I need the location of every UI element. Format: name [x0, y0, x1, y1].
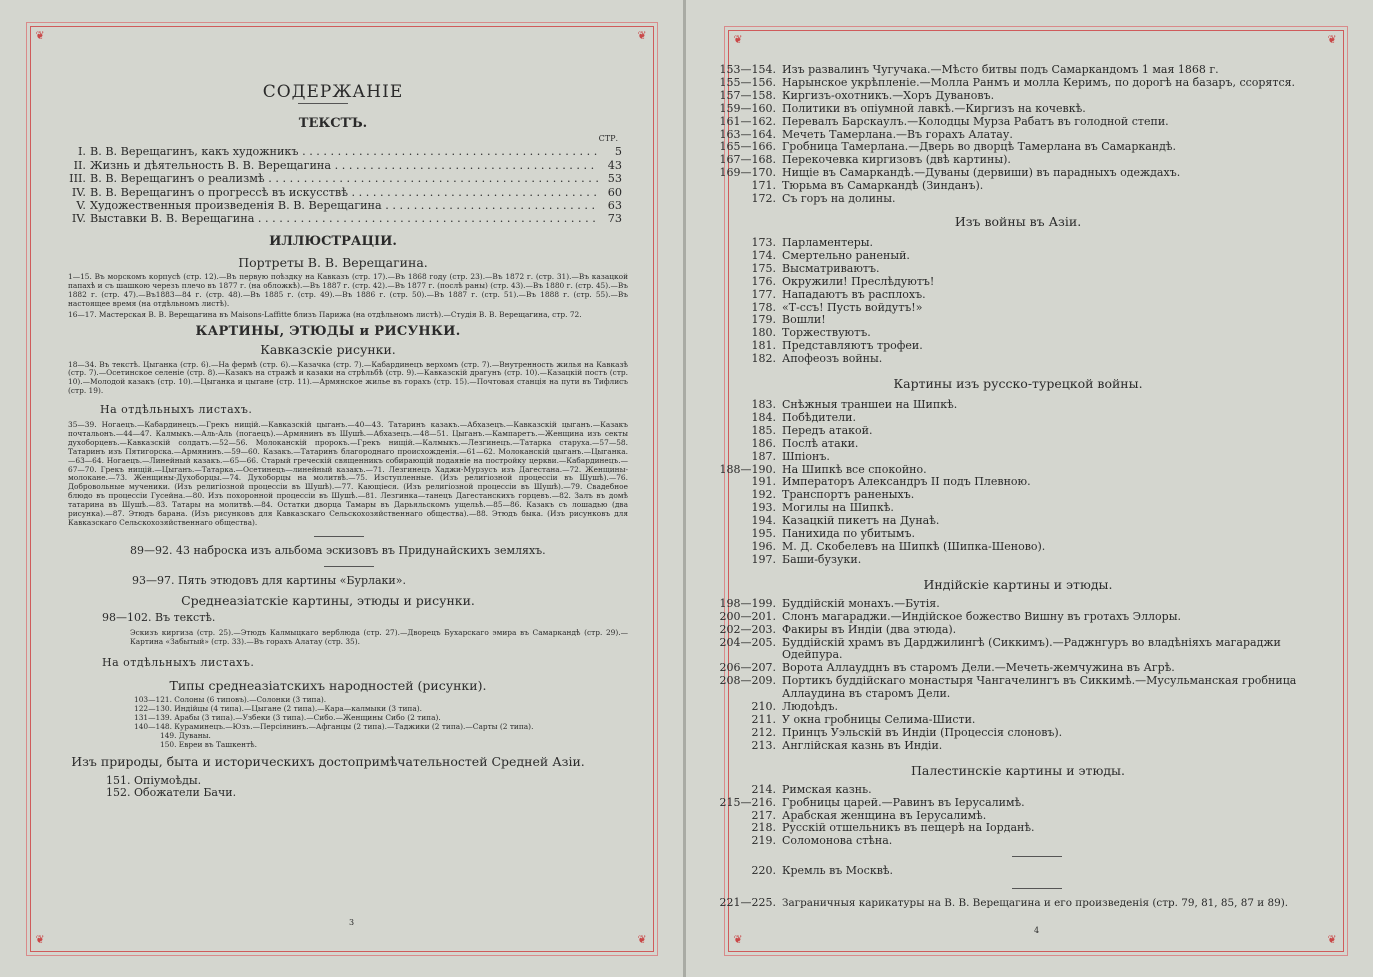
types-row: 103—121. Солоны (6 типовъ).—Солонки (3 типа). — [134, 695, 327, 705]
list-item: 195. Панихида по убитымъ. — [751, 527, 915, 541]
list-item: 180. Торжествуютъ. — [751, 326, 871, 340]
list-item: 217. Арабская женщина въ Іерусалимѣ. — [751, 808, 987, 822]
left-page — [0, 0, 683, 977]
list-item: 167—168. Перекочевка киргизовъ (двѣ картины). — [719, 153, 1011, 167]
corner-ornament-icon: ❦ — [35, 29, 45, 42]
portraits-heading: Портреты В. В. Верещагина. — [238, 254, 428, 270]
list-item: 197. Баши-бузуки. — [751, 552, 862, 566]
list-item: 200—201. Слонъ магараджи.—Индійское божество Вишну въ гротахъ Эллоры. — [719, 609, 1181, 623]
list-item: 187. Шпіонъ. — [751, 449, 830, 463]
burlaki-line: 93—97. Пять этюдовъ для картины «Бурлаки». — [132, 573, 406, 587]
toc-row: IV. Выставки В. В. Верещагина . . . 73 — [68, 212, 622, 225]
types-row: 149. Дуваны. — [160, 731, 211, 741]
list-item: 183. Снѣжныя траншеи на Шипкѣ. — [751, 398, 958, 412]
contents-title: СОДЕРЖАНІЕ — [262, 82, 404, 102]
nature-heading: Изъ природы, быта и историческихъ достопримѣчательностей Средней Азіи. — [71, 753, 585, 769]
list-item: 157—158. Киргизъ-охотникъ.—Хоръ Дувановъ. — [719, 88, 995, 102]
portraits-text: 1—15. Въ морскомъ корпусѣ (стр. 12).—Въ первую поѣздку на Кавказъ (стр. 17).—Въ 1868 году (стр. 23).—Въ 1872 г. (стр. 31).—Въ казацкой папахѣ и съ шашкою черезъ плечо въ 1877 г. (на обложкѣ).—Въ 1887 г. (стр. 42).—Въ 1877 г. (послѣ раны) (стр. 43).—Въ 1880 г. (стр. 45).—Въ 1882 г. (стр. 47).—Въ1883—84 г. (стр. 48).—Въ 1885 г. (стр. 49).—Въ 1886 г. (стр. 50).—Въ 1887 г. (стр. 51).—Въ 1888 г. (стр. 55).—Въ настоящее время (на отдѣльномъ листѣ). — [68, 272, 628, 309]
divider — [314, 536, 364, 537]
list-item: 181. Представляютъ трофеи. — [751, 339, 923, 353]
list-item: 165—166. Гробница Тамерлана.—Дверь во дворцѣ Тамерлана въ Самаркандѣ. — [719, 140, 1177, 154]
text-heading: ТЕКСТЪ. — [298, 115, 368, 131]
corner-ornament-icon: ❦ — [1327, 933, 1337, 946]
types-row: 150. Евреи въ Ташкентѣ. — [160, 739, 257, 749]
list-item: 221—225. Заграничныя карикатуры на В. В. Верещагина и его произведенія (стр. 79, 81, 85, 87 и 89). — [719, 896, 1289, 910]
list-item: 206—207. Ворота Аллаудднъ въ старомъ Дели.—Мечеть-жемчужина въ Агрѣ. — [719, 661, 1175, 675]
toc-row: V. Художественныя произведенія В. В. Верещагина . . . 63 — [68, 199, 622, 212]
separate-sheets-text: 35—39. Ногаецъ.—Кабардинецъ.—Грекъ нищій.—Кавказскій цыганъ.—40—43. Татаринъ казакъ.—Абхазецъ.—Кавказскій цыганъ.—Казакъ почтальонъ.—44—47. Калмыкъ.—Аль-Аль (погаецъ).—Армянинъ въ Шушѣ.—Абхазецъ.—48—51. Цыганъ.—Кампаретъ.—Женщина изъ секты духоборцевъ.—Кавказскій солдатъ.—52—56. Молоканскій пророкъ.—Грекъ нищій.—Калмыкъ.—Лезгинецъ.—Татарка старуха.—57—58. Татаринъ изъ Пятигорска.—Армянинъ.—59—60. Казакъ.—Татаринъ благороднаго происхожденія.—61—62. Молоканскій цыганъ.—Цыганка.—63—64. Ногаецъ.—Линейный казакъ.—65—66. Старый греческій священникъ собирающій подаяніе на постройку церкви.—Кабардинецъ.—67—70. Грекъ нищій.—Цыганъ.—Татарка.—Осетинецъ—линейный казакъ.—71. Лезгинецъ Хаджи-Мурзусъ изъ Дагестана.—72. Женщины-молоканe.—73. Женщины-Духоборцы.—74. Духоборцы на молитвѣ.—75. Изступленные. (Изъ религіозной процессіи въ Шушѣ).—76. Добровольные мученики. (Изъ религіозной процессіи въ Шушѣ).—77. Кающіеся. (Изъ религіозной процессіи въ Шушѣ).—79. Свадебное блюдо въ процессіи Гусейна.—80. Изъ похоронной процессіи въ Шушѣ.—81. Лезгинка—танецъ Дагестанскихъ горцевъ.—82. Залъ въ домѣ татарина въ Шушѣ.—83. Татары на молитвѣ.—84. Остатки дворца Тамары въ Дарьяльскомъ ущельѣ.—85—86. Казакъ съ лошадью (два рисунка).—87. Этюдъ барана. (Изъ рисунковъ для Кавказскаго Сельскохозяйственнаго общества).—88. Этюдъ быка. (Изъ рисунковъ для Кавказскаго Сельскохозяйственнаго общества). — [68, 419, 628, 527]
corner-ornament-icon: ❦ — [637, 933, 647, 946]
toc-row: IV. В. В. Верещагинъ о прогрессѣ въ искусствѣ . . . 60 — [68, 186, 622, 199]
corner-ornament-icon: ❦ — [1327, 33, 1337, 46]
caucasus-text: 18—34. Въ текстѣ. Цыганка (стр. 6).—На фермѣ (стр. 6).—Казачка (стр. 7).—Кабардинецъ верхомъ (стр. 7).—Внутренность жилья на Кавказѣ (стр. 7).—Осетинское селеніе (стр. 8).—Казакъ на стражѣ и казаки на стрѣльбѣ (стр. 9).—Кавказскій драгунъ (стр. 10).—Казацкій постъ (стр. 10).—Молодой казакъ (стр. 10).—Цыганка и цыгане (стр. 11).—Армянское жилье въ горахъ (стр. 15).—Почтовая станція на пути въ Тифлисъ (стр. 19). — [68, 359, 628, 396]
list-item: 159—160. Политики въ опіумной лавкѣ.—Киргизъ на кочевкѣ. — [719, 101, 1086, 115]
corner-ornament-icon: ❦ — [733, 33, 743, 46]
list-item: 153—154. Изъ развалинъ Чугучака.—Мѣсто битвы подъ Самаркандомъ 1 мая 1868 г. — [719, 63, 1219, 76]
right-content — [708, 64, 1328, 910]
list-item: 182. Апофеозъ войны. — [751, 352, 883, 366]
list-item: 179. Вошли! — [751, 313, 826, 327]
corner-ornament-icon: ❦ — [733, 933, 743, 946]
list-item: 192. Транспортъ раненыхъ. — [751, 488, 915, 502]
portraits-text-2: 16—17. Мастерская В. В. Верещагина въ Maisons-Laffitte близъ Парижа (на отдѣльномъ листѣ).—Студія В. В. Верещагина, стр. 72. — [68, 310, 582, 320]
russo-turkish-list — [708, 399, 1328, 567]
danube-line: 89—92. 43 наброска изъ альбома эскизовъ въ Придунайскихъ земляхъ. — [130, 543, 546, 557]
list-item: 204—205. Буддійскій храмъ въ Дарджилингѣ (Сиккимъ).—Раджнгуръ во владѣніяхъ магараджи — [719, 635, 1281, 649]
list-item: 215—216. Гробницы царей.—Равинъ въ Іерусалимѣ. — [719, 795, 1025, 809]
types-heading: Типы среднеазіатскихъ народностей (рисунки). — [169, 677, 487, 693]
list-item: 219. Соломонова стѣна. — [751, 834, 893, 848]
caucasus-heading: Кавказскіе рисунки. — [260, 341, 396, 357]
divider — [324, 566, 374, 567]
list-item: 172. Съ горъ на долины. — [751, 192, 896, 206]
title-rule — [298, 103, 348, 104]
right-page — [686, 0, 1373, 977]
list-item: Аллаудина въ старомъ Дели. — [782, 687, 951, 701]
list-item: 210. Людоѣдъ. — [751, 700, 839, 714]
list-item: 214. Римская казнь. — [751, 782, 872, 796]
in-text-label: 98—102. Въ текстѣ. — [102, 611, 216, 625]
list-item: 188—190. На Шипкѣ все спокойно. — [719, 462, 927, 476]
list-item: 186. Послѣ атаки. — [751, 436, 859, 450]
list-item: 174. Смертельно раненый. — [751, 248, 910, 262]
list-item: 191. Императоръ Александръ II подъ Плевною. — [751, 475, 1031, 489]
separate-sheets-heading: На отдѣльныхъ листахъ. — [100, 403, 253, 417]
list-item: 202—203. Факиры въ Индіи (два этюда). — [719, 622, 957, 636]
corner-ornament-icon: ❦ — [637, 29, 647, 42]
list-item: 171. Тюрьма въ Самаркандѣ (Зинданъ). — [751, 179, 984, 193]
list-item: 173. Парламентеры. — [751, 235, 874, 249]
list-item: 213. Англійская казнь въ Индіи. — [751, 738, 943, 752]
types-row: 140—148. Кураминецъ.—Юзъ.—Персіянинъ.—Афганцы (2 типа).—Таджики (2 типа).—Сарты (2 типа). — [134, 722, 534, 732]
list-item: 175. Высматриваютъ. — [751, 261, 880, 275]
top-items-list — [708, 64, 1328, 206]
page-number: 4 — [1034, 926, 1040, 935]
types-row: 122—130. Индійцы (4 типа).—Цыгане (2 типа).—Кара—калмыки (3 типа). — [134, 704, 422, 714]
list-item: 163—164. Мечеть Тамерлана.—Въ горахъ Алатау. — [719, 127, 1013, 141]
types-list — [134, 696, 628, 749]
list-item: Одейпура. — [782, 648, 843, 662]
list-item: 151. Опіумоѣды. — [106, 773, 202, 787]
corner-ornament-icon: ❦ — [35, 933, 45, 946]
toc-row: I. В. В. Верещагинъ, какъ художникъ . . . 5 — [68, 145, 622, 158]
list-item: 208—209. Портикъ буддійскаго монастыря Чангачелингъ въ Сиккимѣ.—Мусульманская гробница — [719, 674, 1297, 688]
left-content — [68, 82, 628, 800]
palestine-list — [708, 784, 1328, 849]
nature-list — [106, 775, 628, 801]
list-item: 218. Русскій отшельникъ въ пещерѣ на Іорданѣ. — [751, 821, 1035, 835]
list-item: 220. Кремль въ Москвѣ. — [751, 864, 894, 878]
indian-heading: Индійскіе картины и этюды. — [923, 576, 1113, 592]
list-item: 155—156. Нарынское укрѣпленіе.—Молла Ранмъ и молла Керимъ, по дорогѣ на базаръ, ссорятся. — [719, 75, 1296, 89]
list-item: 177. Нападаютъ въ расплохъ. — [751, 287, 926, 301]
list-item: 211. У окна гробницы Селима-Шисти. — [751, 712, 976, 726]
toc-list — [68, 145, 622, 225]
toc-row: II. Жизнь и дѣятельность В. В. Верещагина . . . 43 — [68, 159, 622, 172]
central-asia-heading: Среднеазіатскіе картины, этюды и рисунки. — [181, 593, 475, 609]
indian-list — [708, 598, 1328, 753]
paintings-heading: КАРТИНЫ, ЭТЮДЫ и РИСУНКИ. — [195, 323, 461, 339]
war-asia-heading: Изъ войны въ Азіи. — [954, 213, 1082, 229]
list-item: 184. Побѣдители. — [751, 410, 856, 424]
separate-sheets-heading-2: На отдѣльныхъ листахъ. — [102, 655, 255, 669]
list-item: 196. М. Д. Скобелевъ на Шипкѣ (Шипка-Шеново). — [751, 540, 1046, 553]
list-item: 193. Могилы на Шипкѣ. — [751, 501, 894, 515]
list-item: 169—170. Нищіе въ Самаркандѣ.—Дуваны (дервиши) въ парадныхъ одеждахъ. — [719, 166, 1181, 180]
list-item: 152. Обожатели Бачи. — [106, 786, 237, 800]
list-item: 194. Казацкій пикетъ на Дунаѣ. — [751, 514, 940, 528]
list-item: 176. Окружили! Преслѣдуютъ! — [751, 274, 935, 288]
page-column-label: СТР. — [598, 133, 618, 143]
war-asia-list — [708, 237, 1328, 366]
illustrations-heading: ИЛЛЮСТРАЦІИ. — [269, 233, 397, 249]
in-text-text: Эскизъ киргиза (стр. 25).—Этюдъ Калмыцкаго верблюда (стр. 27).—Дворецъ Бухарскаго эмира въ Самаркандѣ (стр. 29).—Картина «Забытый» (стр. 33).—Въ горахъ Алатау (стр. 35). — [130, 628, 628, 646]
types-row: 131—139. Арабы (3 типа).—Узбеки (3 типа).—Сибо.—Женщины Сибо (2 типа). — [134, 713, 441, 723]
list-item: 178. «Т-ссъ! Пусть войдутъ!» — [751, 300, 923, 314]
list-item: 161—162. Перевалъ Барскаулъ.—Колодцы Мурза Рабатъ въ голодной степи. — [719, 114, 1169, 128]
toc-row: III. В. В. Верещагинъ о реализмѣ . . . 53 — [68, 172, 622, 185]
divider — [1012, 856, 1062, 857]
palestine-heading: Палестинскіе картины и этюды. — [911, 762, 1125, 778]
page-number: 3 — [349, 918, 355, 927]
russo-turkish-heading: Картины изъ русско-турецкой войны. — [893, 376, 1143, 392]
list-item: 212. Принцъ Уэльскій въ Индіи (Процессія слоновъ). — [751, 725, 1063, 739]
list-item: 185. Передъ атакой. — [751, 423, 873, 437]
divider — [1012, 888, 1062, 889]
list-item: 198—199. Буддійскій монахъ.—Бутія. — [719, 596, 940, 610]
